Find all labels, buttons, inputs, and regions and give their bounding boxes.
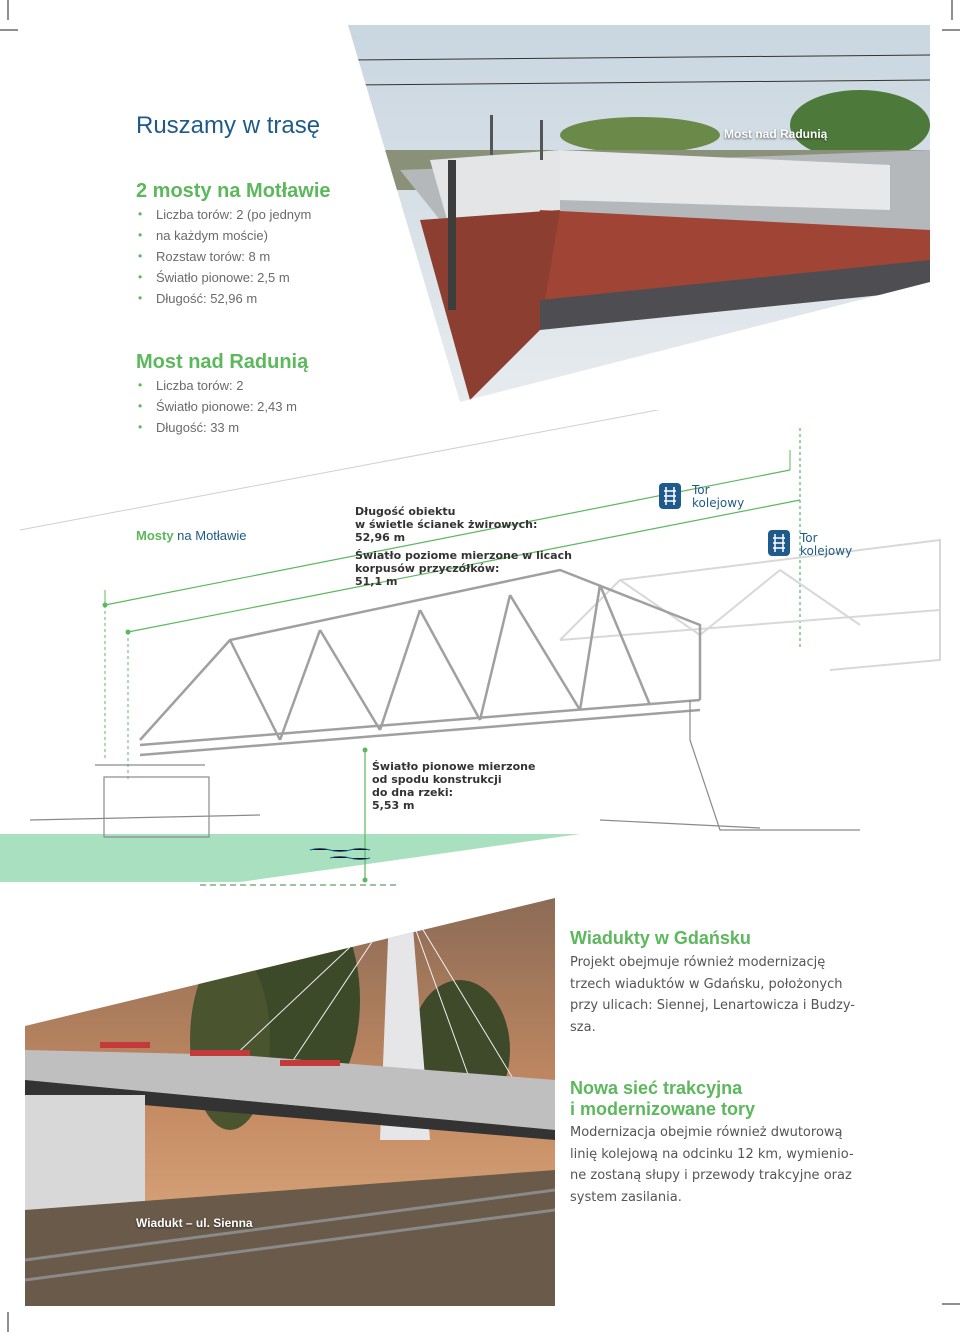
list-item: • Liczba torów: 2 [136, 375, 297, 396]
track-2-label-line2: kolejowy [800, 544, 853, 558]
photo-top-label: Most nad Radunią [724, 127, 828, 141]
info-viaducts-body [570, 952, 855, 1038]
list-item: • Światło pionowe: 2,43 m [136, 396, 297, 417]
length-label-1: Długość obiektu [355, 505, 456, 518]
vertical-annotation [372, 760, 535, 812]
vertical-label-2: od spodu konstrukcji [372, 773, 502, 786]
info-traction-line: linię kolejową na odcinku 12 km, wymienio- [570, 1146, 854, 1162]
length-value: 52,96 m [355, 531, 406, 544]
list-item: • Długość: 33 m [136, 417, 297, 438]
diagram-label-prefix: Mosty [136, 528, 174, 543]
list-item: • Długość: 52,96 m [136, 288, 311, 309]
photo-bottom-viaduct [0, 880, 960, 1332]
diagram-label-suffix: na Motławie [173, 528, 247, 543]
info-traction-line: ne zostaną słupy i przewody trakcyjne oraz [570, 1168, 852, 1183]
info-viaducts-line: Projekt obejmuje również modernizację [570, 955, 826, 970]
bridge-diagram [0, 410, 960, 910]
info-viaducts-title-line: Wiadukty w Gdańsku [570, 928, 751, 948]
track-2-icon [768, 530, 790, 556]
track-1-label-line2: kolejowy [692, 496, 745, 510]
track-1-label-line1: Tor [692, 483, 710, 497]
length-label-2: w świetle ścianek żwirowych: [355, 518, 538, 531]
page-title: Ruszamy w trasę [136, 112, 321, 139]
vertical-label-1: Światło pionowe mierzone [372, 760, 536, 773]
info-viaducts-line: sza. [570, 1019, 596, 1035]
horizontal-label-1: Światło poziome mierzone w licach [355, 549, 572, 562]
horizontal-label-2: korpusów przyczółków: [355, 562, 500, 575]
list-item: • na każdym moście) [136, 225, 311, 246]
section-radunia-title: Most nad Radunią [136, 351, 309, 373]
info-viaducts-line: przy ulicach: Siennej, Lenartowicza i Budzy- [570, 998, 855, 1013]
track-1-icon [659, 483, 681, 509]
info-traction-line: Modernizacja obejmie również dwutorową [570, 1125, 843, 1140]
info-traction-line: system zasilania. [570, 1189, 682, 1205]
diagram-label [136, 528, 247, 543]
info-traction-title [570, 1078, 755, 1120]
info-viaducts-title [570, 928, 751, 949]
vertical-value: 5,53 m [372, 799, 415, 812]
info-traction-body [570, 1122, 854, 1208]
horizontal-annotation [355, 549, 572, 588]
list-item: • Światło pionowe: 2,5 m [136, 267, 311, 288]
length-annotation [355, 505, 537, 544]
list-item: • Rozstaw torów: 8 m [136, 246, 311, 267]
vertical-label-3: do dna rzeki: [372, 786, 453, 799]
section-motlawa-title: 2 mosty na Motławie [136, 180, 331, 202]
section-motlawa-list [136, 204, 311, 309]
info-traction-title-line: Nowa sieć trakcyjna [570, 1078, 743, 1098]
info-traction-title-line: i modernizowane tory [570, 1099, 756, 1119]
list-item: • Liczba torów: 2 (po jednym [136, 204, 311, 225]
track-2-label [800, 532, 852, 558]
photo-bottom-label: Wiadukt – ul. Sienna [136, 1216, 253, 1230]
track-2-label-line1: Tor [800, 531, 818, 545]
info-viaducts-line: trzech wiaduktów w Gdańsku, położonych [570, 976, 843, 992]
track-1-label [692, 484, 744, 510]
horizontal-value: 51,1 m [355, 575, 398, 588]
